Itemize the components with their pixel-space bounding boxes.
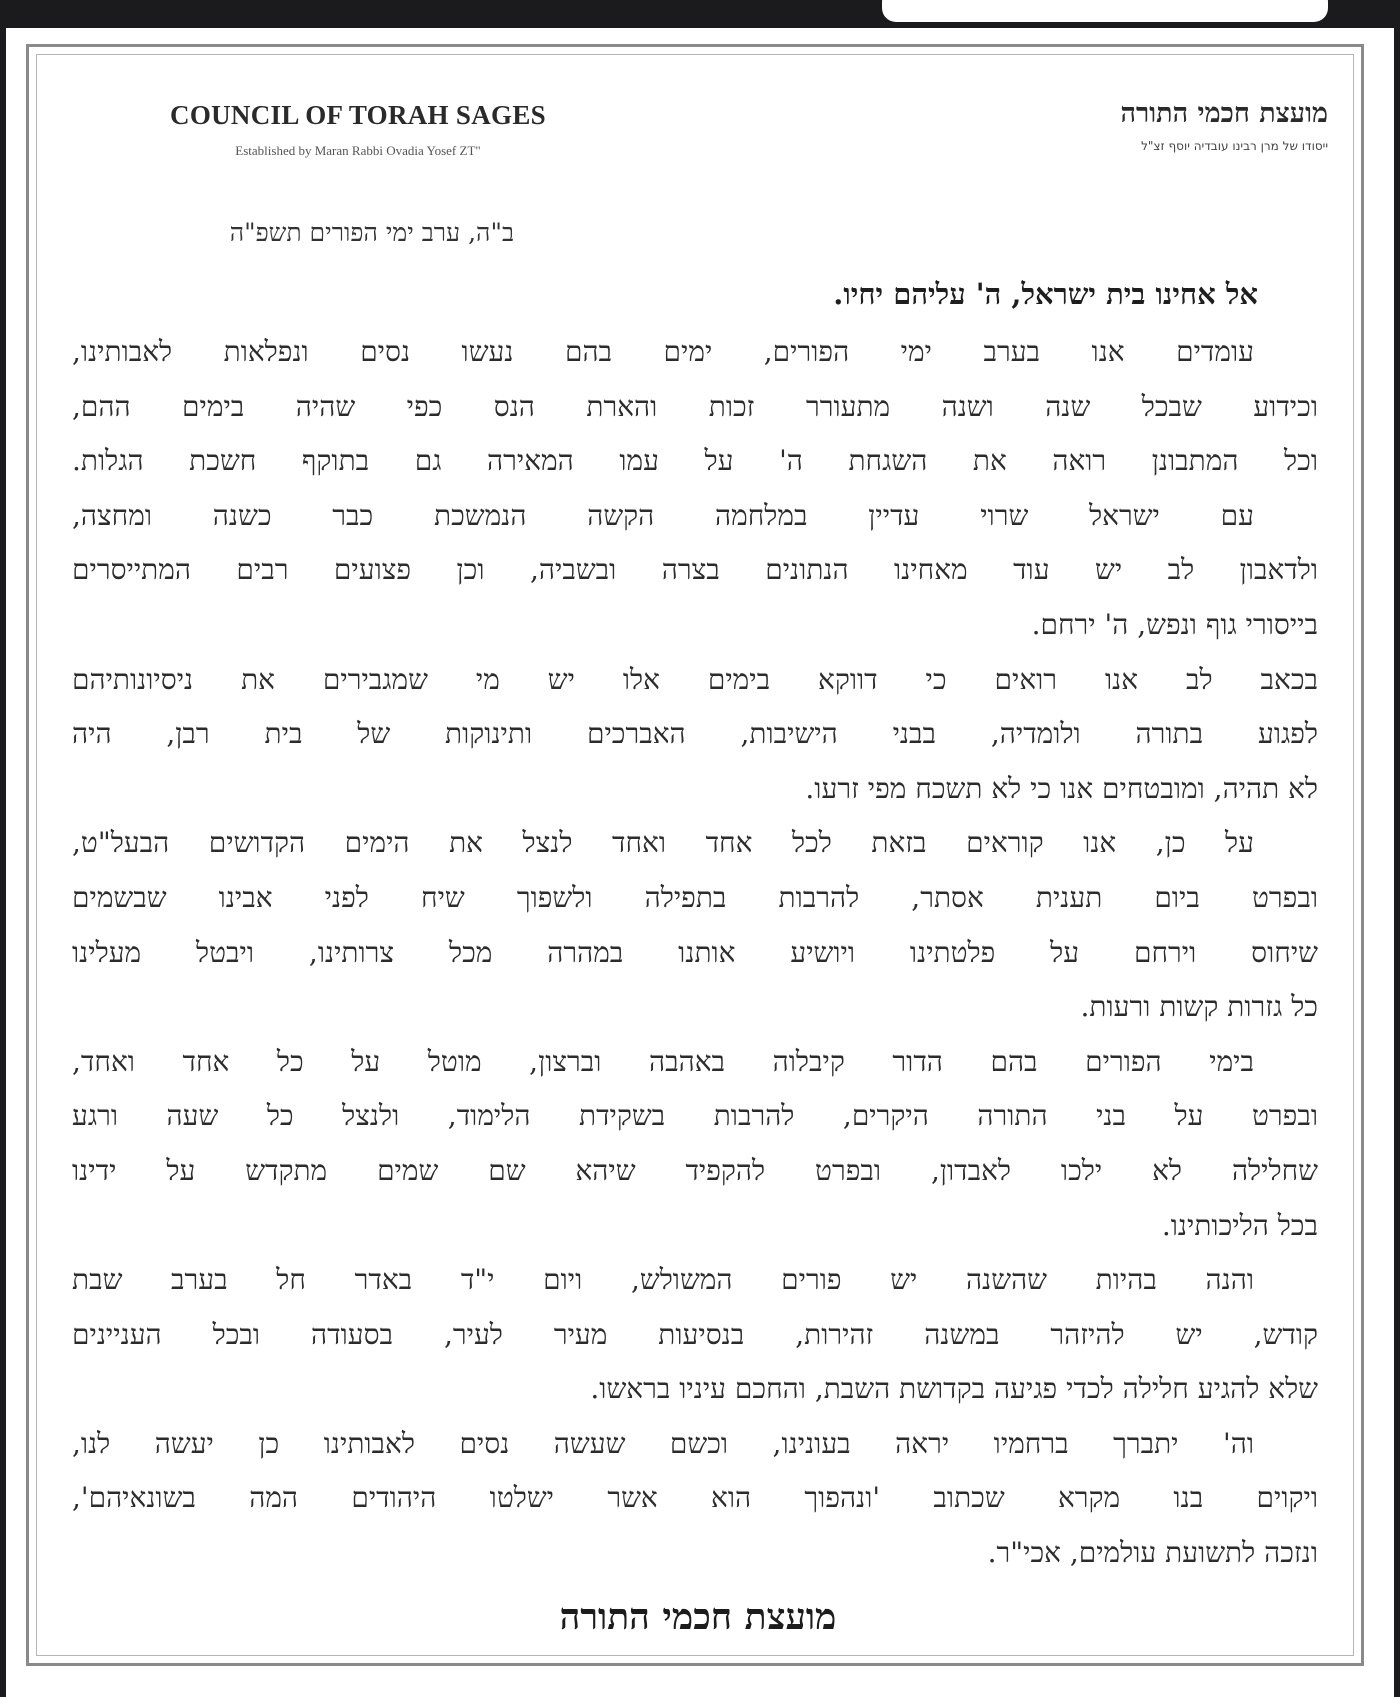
header-hebrew-subtitle: ייסודו של מרן רבינו עובדיה יוסף זצ"ל — [1141, 139, 1328, 153]
body-line: לא תהיה, ומובטחים אנו כי לא תשכח מפי זרעו. — [805, 771, 1318, 805]
body-line: שחלילה לא ילכו לאבדון, ובפרט להקפיד שיהא שם שמים מתקדש על ידינו — [72, 1153, 1318, 1187]
top-bar — [0, 0, 1400, 26]
body-line: ובפרט על בני התורה היקרים, להרבות בשקידת הלימוד, ולנצל כל שעה ורגע — [72, 1099, 1318, 1133]
body-line: עומדים אנו בערב ימי הפורים, ימים בהם נעשו נסים ונפלאות לאבותינו, — [72, 335, 1254, 368]
body-line: שלא להגיע חלילה לכדי פגיעה בקדושת השבת, והחכם עיניו בראשו. — [590, 1372, 1318, 1406]
header-english-title: COUNCIL OF TORAH SAGES — [170, 100, 546, 130]
top-pill — [882, 0, 1328, 22]
header-hebrew-title: מועצת חכמי התורה — [1120, 98, 1328, 129]
body-line: ונזכה לתשועת עולמים, אכי"ר. — [987, 1536, 1318, 1570]
body-line: קודש, יש להיזהר במשנה זהירות, בנסיעות מעיר לעיר, בסעודה ובכל העניינים — [72, 1317, 1318, 1351]
body-line: כל גזרות קשות ורעות. — [1080, 990, 1318, 1024]
body-line: בייסורי גוף ונפש, ה' ירחם. — [1031, 607, 1318, 641]
body-line: בכאב לב אנו רואים כי דווקא בימים אלו יש מי שמגבירים את ניסיונותיהם — [72, 662, 1318, 696]
body-line: ויקוים בנו מקרא שכתוב 'ונהפוך הוא אשר ישלטו היהודים המה בשונאיהם', — [72, 1481, 1318, 1515]
body-line: וכידוע שבכל שנה ושנה מתעורר זכות והארת הנס כפי שהיה בימים ההם, — [72, 389, 1318, 423]
body-line: בימי הפורים בהם הדור קיבלוה באהבה וברצון, מוטל על כל אחד ואחד, — [72, 1044, 1254, 1078]
body-line: וה' יתברך ברחמיו יראה בעונינו, וכשם שעשה נסים לאבותינו כן יעשה לנו, — [72, 1426, 1254, 1460]
letter-body — [72, 325, 1318, 1581]
date-line: ב"ה, ערב ימי הפורים תשפ"ה — [229, 218, 514, 247]
body-line: לפגוע בתורה ולומדיה, בבני הישיבות, האברכים ותינוקות של בית רבן, היה — [72, 717, 1318, 751]
salutation: אל אחינו בית ישראל, ה' עליהם יחיו. — [833, 277, 1258, 311]
header-hebrew — [908, 98, 1328, 153]
body-line: בכל הליכותינו. — [1161, 1208, 1318, 1242]
body-line: והנה בהיות שהשנה יש פורים המשולש, ויום י"ד באדר חל בערב שבת — [72, 1263, 1254, 1297]
header-english — [128, 100, 588, 159]
body-line: על כן, אנו קוראים בזאת לכל אחד ואחד לנצל את הימים הקדושים הבעל"ט, — [72, 826, 1254, 860]
signature: מועצת חכמי התורה — [559, 1596, 837, 1638]
header-english-subtitle: Established by Maran Rabbi Ovadia Yosef ZT" — [235, 143, 481, 158]
body-line: עם ישראל שרוי עדיין במלחמה הקשה הנמשכת כבר כשנה ומחצה, — [72, 498, 1254, 532]
body-line: שיחוס וירחם על פלטתינו ויושיע אותנו במהרה מכל צרותינו, ויבטל מעלינו — [72, 935, 1318, 969]
body-line: וכל המתבונן רואה את השגחת ה' על עמו המאירה גם בתוקף חשכת הגלות. — [72, 444, 1318, 478]
body-line: ובפרט ביום תענית אסתר, להרבות בתפילה ולשפוך שיח לפני אבינו שבשמים — [72, 880, 1318, 914]
body-line: ולדאבון לב יש עוד מאחינו הנתונים בצרה ובשביה, וכן פצועים רבים המתייסרים — [72, 553, 1318, 587]
